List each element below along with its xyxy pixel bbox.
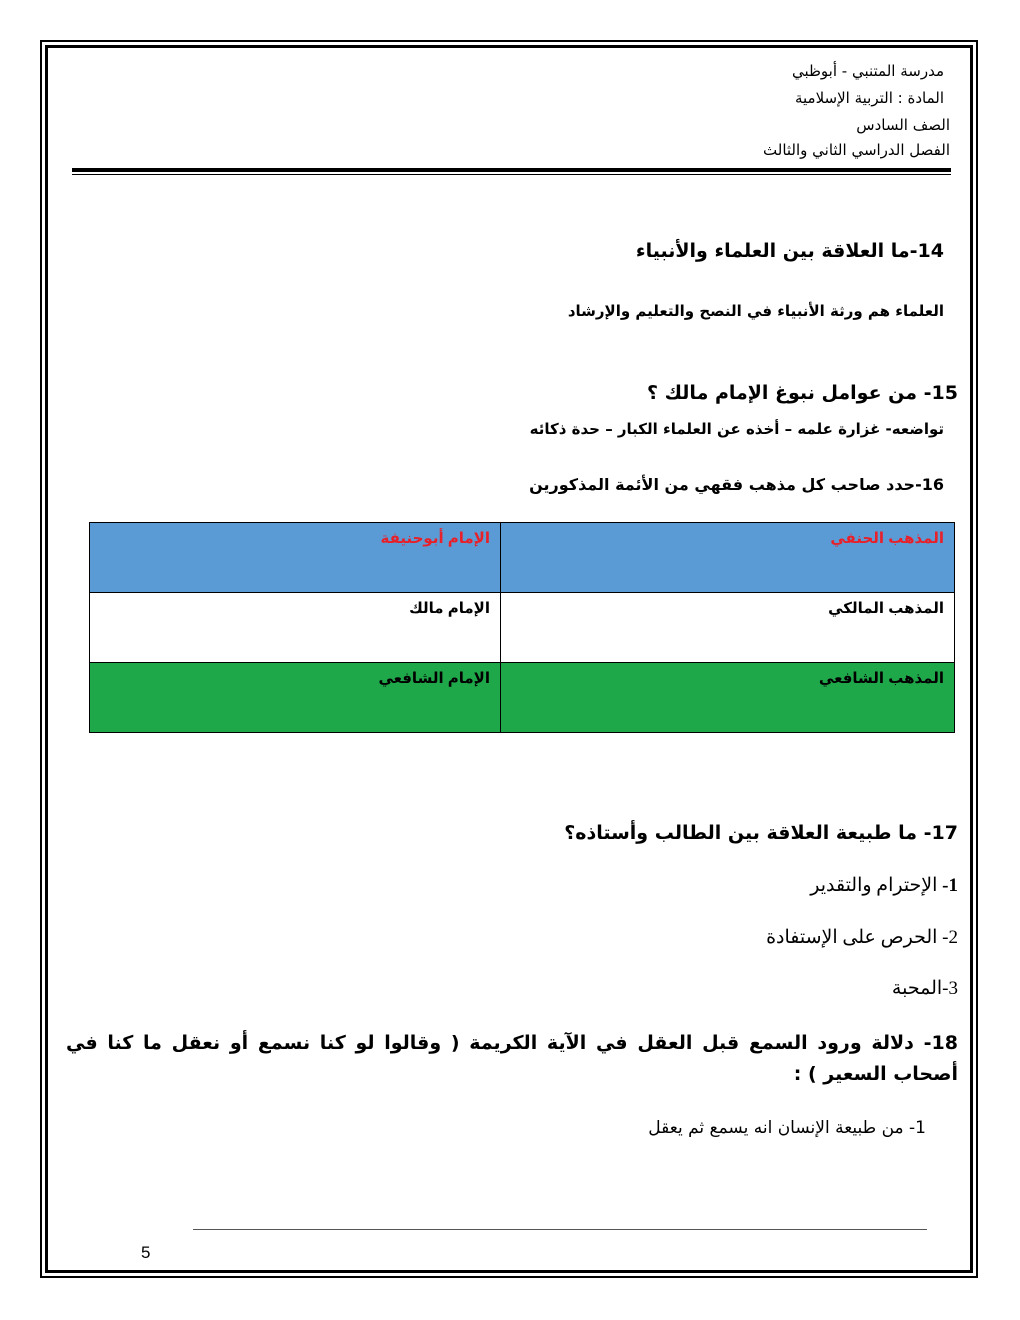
madhab-table [89,522,955,733]
madhab-cell: المذهب الشافعي [501,663,955,733]
table-row [90,593,955,663]
header-divider [72,168,951,172]
answer-18: 1- من طبيعة الإنسان انه يسمع ثم يعقل [648,1118,926,1138]
question-18: 18- دلالة ورود السمع قبل العقل في الآية الكريمة ( وقالوا لو كنا نسمع أو نعقل ما كنا في أصحاب السعير ) : [66,1032,958,1085]
madhab-cell: المذهب الحنفي [501,523,955,593]
school-name: مدرسة المتنبي - أبوظبي [791,62,944,80]
imam-cell: الإمام مالك [90,593,501,663]
point-number: 1- [942,875,958,896]
point-number: 2- [942,927,958,948]
madhab-cell: المذهب المالكي [501,593,955,663]
page-number: 5 [141,1243,151,1262]
answer-15: تواضعه- غزارة علمه – أخذه عن العلماء الكبار – حدة ذكائه [529,420,944,438]
table-row [90,523,955,593]
answer-14: العلماء هم ورثة الأنبياء في النصح والتعليم والإرشاد [567,302,944,320]
header-divider-thin [72,174,951,175]
question-14: 14-ما العلاقة بين العلماء والأنبياء [635,240,944,262]
answer-17-point-2 [766,926,958,949]
point-text: الإحترام والتقدير [810,875,943,896]
point-text: الحرص على الإستفادة [766,927,943,948]
grade-line: الصف السادس [856,116,950,134]
term-line: الفصل الدراسي الثاني والثالث [763,141,950,159]
footer-divider [193,1229,927,1230]
imam-cell: الإمام أبوحنيفة [90,523,501,593]
answer-17-point-3 [892,977,958,1000]
question-16: 16-حدد صاحب كل مذهب فقهي من الأئمة المذكورين [529,475,944,494]
question-17: 17- ما طبيعة العلاقة بين الطالب وأستاذه؟ [564,822,958,844]
answer-17-point-1 [810,874,958,897]
point-text: المحبة [891,978,943,999]
table-row [90,663,955,733]
imam-cell: الإمام الشافعي [90,663,501,733]
question-15: 15- من عوامل نبوغ الإمام مالك ؟ [646,382,958,404]
subject-line: المادة : التربية الإسلامية [794,89,944,107]
point-number: 3- [942,978,958,999]
